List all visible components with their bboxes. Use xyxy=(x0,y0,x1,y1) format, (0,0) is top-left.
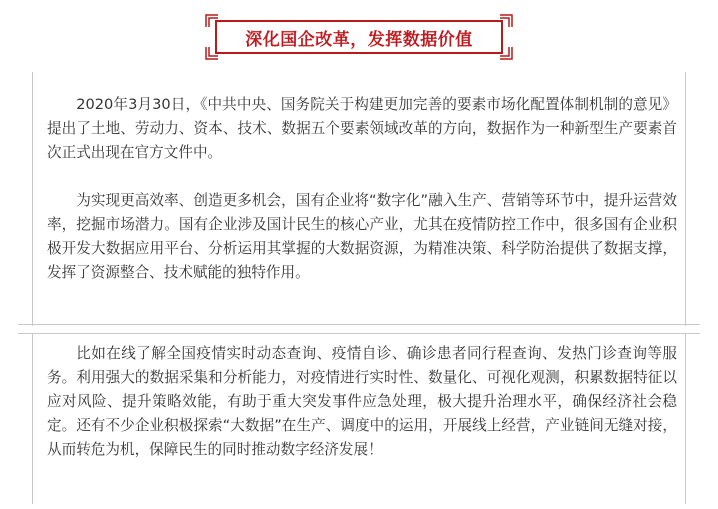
section-divider xyxy=(18,324,700,325)
paragraph-digitalization: 为实现更高效率、创造更多机会，国有企业将“数字化”融入生产、营销等环节中，提升运营效率，挖掘市场潜力。国有企业涉及国计民生的核心产业，尤其在疫情防控工作中，很多国有企业积极开发大数据应用平台、分析运用其掌握的大数据资源，为精准决策、科学防治提供了数据支撑，发挥了资源整合、技术赋能的独特作用。 xyxy=(47,192,677,281)
paragraph-policy: 2020年3月30日，《中共中央、国务院关于构建更加完善的要素市场化配置体制机制的意见》提出了土地、劳动力、资本、技术、数据五个要素领域改革的方向，数据作为一种新型生产要素首次正式出现在官方文件中。 xyxy=(47,96,677,161)
paragraph-examples: 比如在线了解全国疫情实时动态查询、疫情自诊、确诊患者同行程查询、发热门诊查询等服务。利用强大的数据采集和分析能力，对疫情进行实时性、数量化、可视化观测，积累数据特征以应对风险、提升策略效能，有助于重大突发事件应急处理，极大提升治理水平，确保经济社会稳定。还有不少企业积极探索“大数据”在生产、调度中的运用，开展线上经营，产业链间无缝对接，从而转危为机，保障民生的同时推动数字经济发展！ xyxy=(47,345,677,458)
title-banner xyxy=(205,14,513,60)
title-frame xyxy=(215,20,503,54)
page-title: 深化国企改革，发挥数据价值 xyxy=(245,29,473,50)
